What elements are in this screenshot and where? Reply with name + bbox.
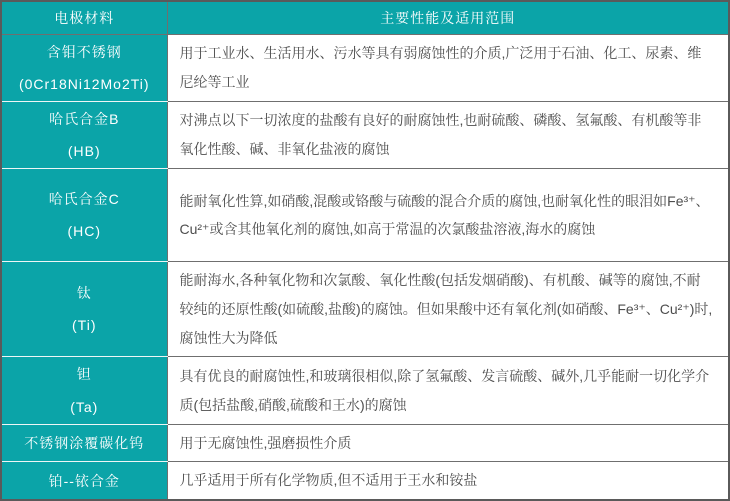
material-cell <box>1 34 167 101</box>
material-formula: (Ti) <box>72 317 97 334</box>
material-formula: (HB) <box>67 143 101 160</box>
header-main-performance: 主要性能及适用范围 <box>167 1 729 34</box>
table-row <box>1 169 729 262</box>
table-row <box>1 262 729 357</box>
table-row <box>1 357 729 424</box>
table-row <box>1 101 729 168</box>
material-formula: (Ta) <box>70 398 99 415</box>
material-name: 不锈钢涂覆碳化钨 <box>24 434 145 451</box>
material-name: 钛 <box>76 285 92 302</box>
material-cell <box>1 424 167 462</box>
material-cell <box>1 262 167 357</box>
description-cell: 用于无腐蚀性,强磨损性介质 <box>167 424 729 462</box>
material-name: 钽 <box>76 366 92 383</box>
table-row <box>1 34 729 101</box>
table-row <box>1 424 729 462</box>
table-row <box>1 462 729 500</box>
material-cell <box>1 169 167 262</box>
material-formula: (0Cr18Ni12Mo2Ti) <box>18 75 150 92</box>
material-name: 哈氏合金B <box>49 110 120 127</box>
header-electrode-material: 电极材料 <box>1 1 167 34</box>
material-cell <box>1 357 167 424</box>
description-cell: 能耐海水,各种氧化物和次氯酸、氧化性酸(包括发烟硝酸)、有机酸、碱等的腐蚀,不耐较纯的还原性酸(如硫酸,盐酸)的腐蚀。但如果酸中还有氧化剂(如硝酸、Fe³⁺、Cu²⁺)时,腐蚀性大为降低 <box>167 262 729 357</box>
description-cell: 对沸点以下一切浓度的盐酸有良好的耐腐蚀性,也耐硫酸、磷酸、氢氟酸、有机酸等非氧化性酸、碱、非氧化盐液的腐蚀 <box>167 101 729 168</box>
material-name: 含钼不锈钢 <box>46 43 122 60</box>
material-name: 铂--铱合金 <box>48 472 120 489</box>
description-cell: 用于工业水、生活用水、污水等具有弱腐蚀性的介质,广泛用于石油、化工、尿素、维尼纶等工业 <box>167 34 729 101</box>
material-cell <box>1 101 167 168</box>
material-cell <box>1 462 167 500</box>
material-name: 哈氏合金C <box>48 191 120 208</box>
description-cell: 能耐氧化性算,如硝酸,混酸或铬酸与硫酸的混合介质的腐蚀,也耐氧化性的眼泪如Fe³⁺、Cu²⁺或含其他氧化剂的腐蚀,如高于常温的次氯酸盐溶液,海水的腐蚀 <box>167 169 729 262</box>
description-cell: 具有优良的耐腐蚀性,和玻璃很相似,除了氢氟酸、发言硫酸、碱外,几乎能耐一切化学介质(包括盐酸,硝酸,硫酸和王水)的腐蚀 <box>167 357 729 424</box>
description-cell: 几乎适用于所有化学物质,但不适用于王水和铵盐 <box>167 462 729 500</box>
material-formula: (HC) <box>67 223 102 240</box>
table-header-row <box>1 1 729 34</box>
